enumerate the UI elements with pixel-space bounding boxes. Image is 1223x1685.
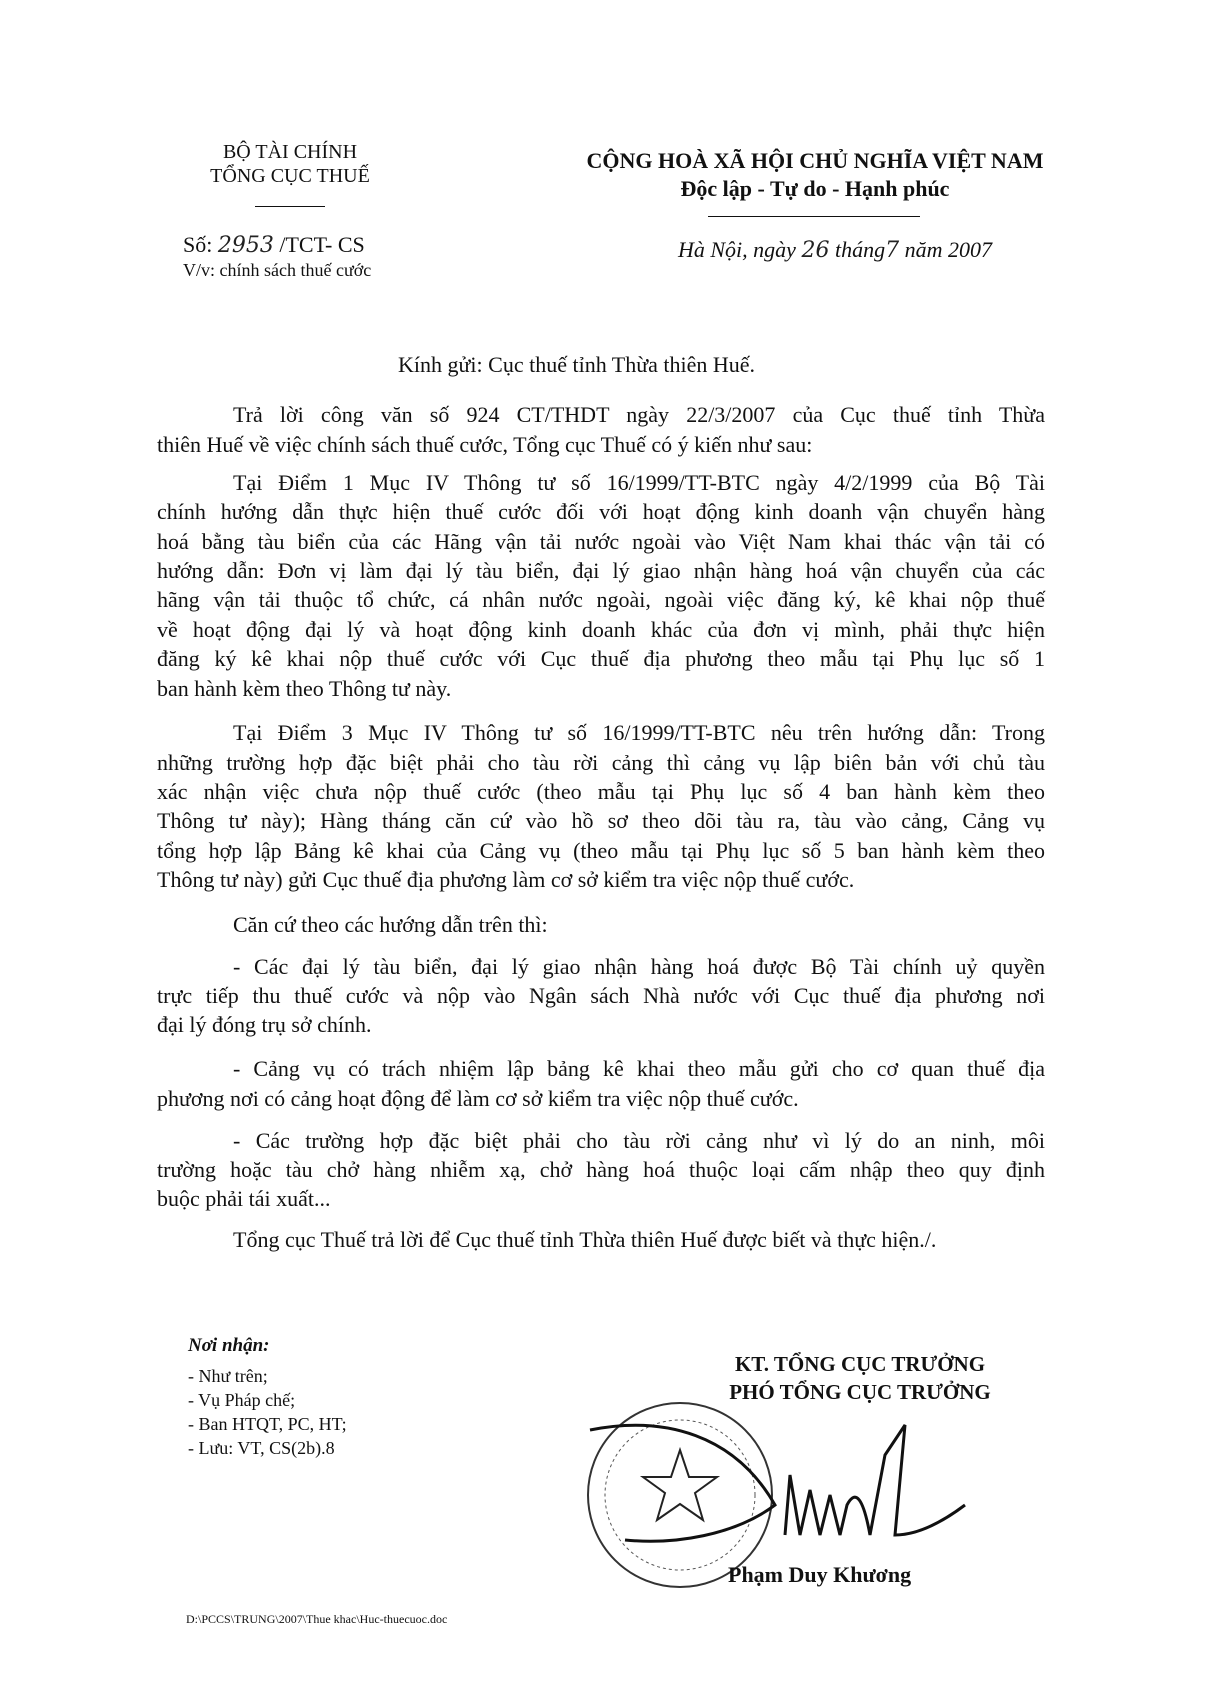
number-suffix: /TCT- CS [279,232,365,257]
signature-title-2: PHÓ TỔNG CỤC TRƯỞNG [729,1380,991,1404]
body-line: hoá bằng tàu biển của các Hãng vận tải nước ngoài vào Việt Nam khai thác vận tải có [157,529,1045,554]
body-line: Thông tư này) gửi Cục thuế địa phương làm cơ sở kiểm tra việc nộp thuế cước. [157,867,855,892]
body-line: - Các đại lý tàu biển, đại lý giao nhận hàng hoá được Bộ Tài chính uỷ quyền [233,954,1045,979]
body-line: ban hành kèm theo Thông tư này. [157,676,452,701]
file-path-footer: D:\PCCS\TRUNG\2007\Thue khac\Huc-thuecuoc.doc [186,1612,448,1626]
date-month-label: tháng [834,237,886,262]
body-line: Tại Điểm 3 Mục IV Thông tư số 16/1999/TT-BTC nêu trên hướng dẫn: Trong [233,720,1045,745]
body-line: buộc phải tái xuất... [157,1186,331,1211]
date-line [678,237,992,263]
body-line: Tại Điểm 1 Mục IV Thông tư số 16/1999/TT-BTC ngày 4/2/1999 của Bộ Tài [233,470,1045,495]
signature-loop [590,1425,775,1541]
body-line: hướng dẫn: Đơn vị làm đại lý tàu biển, đại lý giao nhận hàng hoá vận chuyển của các [157,558,1045,583]
body-line: những trường hợp đặc biệt phải cho tàu rời cảng thì cảng vụ lập biên bản với chủ tàu [157,750,1045,775]
body-line: - Các trường hợp đặc biệt phải cho tàu rời cảng như vì lý do an ninh, môi [233,1128,1045,1153]
star-icon [643,1450,717,1520]
signer-name: Phạm Duy Khương [728,1562,912,1587]
body-line: xác nhận việc chưa nộp thuế cước (theo mẫu tại Phụ lục số 4 ban hành kèm theo [157,779,1045,804]
seal-inner-ring [605,1420,755,1570]
date-month: 7 [885,238,900,263]
date-year: năm 2007 [904,237,992,262]
recipient-item: - Như trên; [188,1366,268,1386]
document-subject: V/v: chính sách thuế cước [183,260,372,280]
ministry-name: BỘ TÀI CHÍNH [222,141,358,163]
body-line: trực tiếp thu thuế cước và nộp vào Ngân sách Nhà nước với Cục thuế địa phương nơi [157,983,1045,1008]
country-name: CỘNG HOÀ XÃ HỘI CHỦ NGHĨA VIỆT NAM [586,148,1044,173]
body-line: đăng ký kê khai nộp thuế cước với Cục thuế địa phương theo mẫu tại Phụ lục số 1 [157,646,1045,671]
body-line: chính hướng dẫn thực hiện thuế cước đối với hoạt động kinh doanh vận chuyển hàng [157,499,1045,524]
body-line: - Cảng vụ có trách nhiệm lập bảng kê khai theo mẫu gửi cho cơ quan thuế địa [233,1056,1045,1081]
header-left-divider [255,206,325,207]
recipient-item: - Vụ Pháp chế; [188,1390,296,1410]
recipients-title: Nơi nhận: [188,1335,270,1356]
body-line: tổng hợp lập Bảng kê khai của Cảng vụ (theo mẫu tại Phụ lục số 5 ban hành kèm theo [157,838,1045,863]
body-line: Trả lời công văn số 924 CT/THDT ngày 22/3/2007 của Cục thuế tỉnh Thừa [233,402,1045,427]
body-line: phương nơi có cảng hoạt động để làm cơ sở kiểm tra việc nộp thuế cước. [157,1086,799,1111]
number-prefix: Số: [183,232,213,257]
document-number [183,232,365,258]
body-line: Căn cứ theo các hướng dẫn trên thì: [233,912,548,937]
recipient-item: - Ban HTQT, PC, HT; [188,1414,347,1434]
body-line: trường hoặc tàu chở hàng nhiễm xạ, chở hàng hoá thuộc loại cấm nhập theo quy định [157,1157,1045,1182]
date-prefix: Hà Nội, ngày [678,237,796,262]
body-line: đại lý đóng trụ sở chính. [157,1012,372,1037]
body-line: thiên Huế về việc chính sách thuế cước, Tổng cục Thuế có ý kiến như sau: [157,432,813,457]
body-line: về hoạt động đại lý và hoạt động kinh doanh khác của đơn vị mình, phải thực hiện [157,617,1045,642]
signature-title-1: KT. TỔNG CỤC TRƯỞNG [734,1352,986,1376]
recipient-line: Kính gửi: Cục thuế tỉnh Thừa thiên Huế. [398,352,756,377]
department-name: TỔNG CỤC THUẾ [210,165,370,187]
number-handwritten: 2953 [217,233,274,258]
body-line: Tổng cục Thuế trả lời để Cục thuế tỉnh Thừa thiên Huế được biết và thực hiện./. [233,1227,937,1252]
recipient-item: - Lưu: VT, CS(2b).8 [188,1438,335,1458]
body-line: hãng vận tải thuộc tổ chức, cá nhân nước ngoài, ngoài việc đăng ký, kê khai nộp thuế [157,587,1045,612]
national-motto: Độc lập - Tự do - Hạnh phúc [680,176,950,201]
header-right-divider [708,216,920,217]
signature-strokes [785,1425,965,1535]
body-line: Thông tư này); Hàng tháng căn cứ vào hồ sơ theo dõi tàu ra, tàu vào cảng, Cảng vụ [157,808,1045,833]
date-day: 26 [801,238,830,263]
